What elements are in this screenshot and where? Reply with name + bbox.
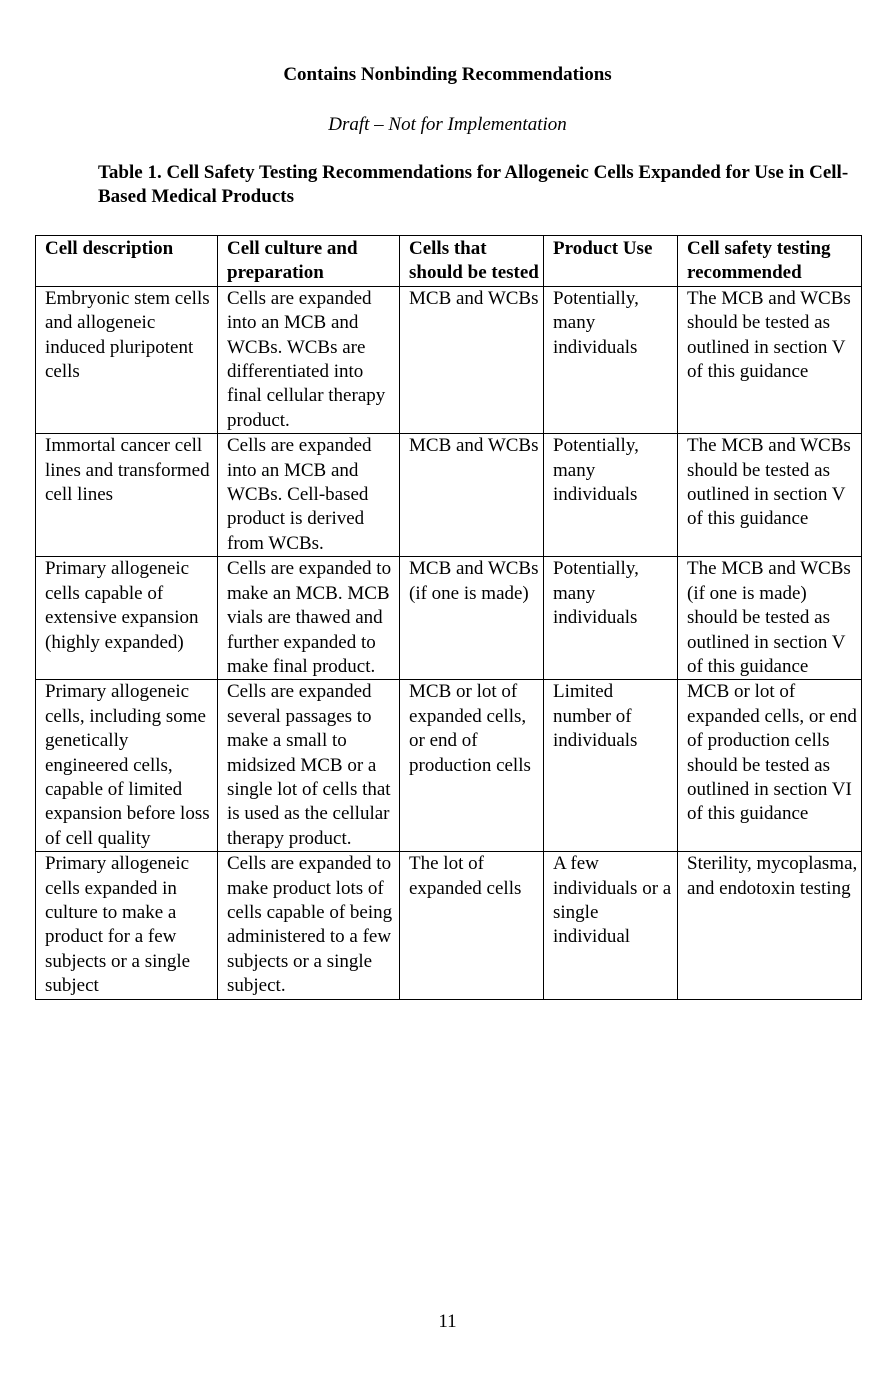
- table-cell: Cells are expanded into an MCB and WCBs. WCBs are differentiated into final cellular therapy product.: [218, 286, 400, 433]
- table-cell: The lot of expanded cells: [400, 852, 544, 999]
- table-cell: MCB or lot of expanded cells, or end of production cells should be tested as outlined in section VI of this guidance: [678, 680, 862, 852]
- column-header-product-use: Product Use: [544, 236, 678, 287]
- table-caption: Table 1. Cell Safety Testing Recommendations for Allogeneic Cells Expanded for Use in Cell-Based Medical Products: [98, 162, 849, 207]
- column-header-cell-description: Cell description: [36, 236, 218, 287]
- table-row: [36, 852, 862, 999]
- recommendations-table: [35, 235, 862, 1000]
- table-cell: Cells are expanded several passages to make a small to midsized MCB or a single lot of cells that is used as the cellular therapy product.: [218, 680, 400, 852]
- column-header-cell-culture: Cell culture and preparation: [218, 236, 400, 287]
- table-cell: MCB or lot of expanded cells, or end of production cells: [400, 680, 544, 852]
- table-cell: Primary allogeneic cells, including some genetically engineered cells, capable of limited expansion before loss of cell quality: [36, 680, 218, 852]
- table-cell: Limited number of individuals: [544, 680, 678, 852]
- table-cell: MCB and WCBs: [400, 434, 544, 557]
- table-cell: Immortal cancer cell lines and transformed cell lines: [36, 434, 218, 557]
- table-row: [36, 434, 862, 557]
- table-row: [36, 680, 862, 852]
- table-cell: Cells are expanded to make product lots of cells capable of being administered to a few subjects or a single subject.: [218, 852, 400, 999]
- page-number: 11: [438, 1311, 457, 1332]
- table-cell: MCB and WCBs: [400, 286, 544, 433]
- column-header-safety-testing: Cell safety testing recommended: [678, 236, 862, 287]
- page-header: Contains Nonbinding Recommendations: [283, 64, 612, 85]
- table-cell: Cells are expanded into an MCB and WCBs. Cell-based product is derived from WCBs.: [218, 434, 400, 557]
- column-header-cells-tested: Cells that should be tested: [400, 236, 544, 287]
- table-cell: Potentially, many individuals: [544, 434, 678, 557]
- table-cell: The MCB and WCBs should be tested as outlined in section V of this guidance: [678, 286, 862, 433]
- table-cell: Primary allogeneic cells capable of extensive expansion (highly expanded): [36, 557, 218, 680]
- draft-note: Draft – Not for Implementation: [328, 114, 567, 135]
- table-cell: Primary allogeneic cells expanded in culture to make a product for a few subjects or a single subject: [36, 852, 218, 999]
- table-cell: A few individuals or a single individual: [544, 852, 678, 999]
- table-cell: MCB and WCBs (if one is made): [400, 557, 544, 680]
- table-cell: The MCB and WCBs (if one is made) should be tested as outlined in section V of this guidance: [678, 557, 862, 680]
- table-row: [36, 557, 862, 680]
- table-cell: Potentially, many individuals: [544, 286, 678, 433]
- table-cell: Sterility, mycoplasma, and endotoxin testing: [678, 852, 862, 999]
- table-row: [36, 286, 862, 433]
- table-cell: Cells are expanded to make an MCB. MCB vials are thawed and further expanded to make final product.: [218, 557, 400, 680]
- table-header-row: [36, 236, 862, 287]
- table-cell: Potentially, many individuals: [544, 557, 678, 680]
- table-cell: The MCB and WCBs should be tested as outlined in section V of this guidance: [678, 434, 862, 557]
- table-cell: Embryonic stem cells and allogeneic induced pluripotent cells: [36, 286, 218, 433]
